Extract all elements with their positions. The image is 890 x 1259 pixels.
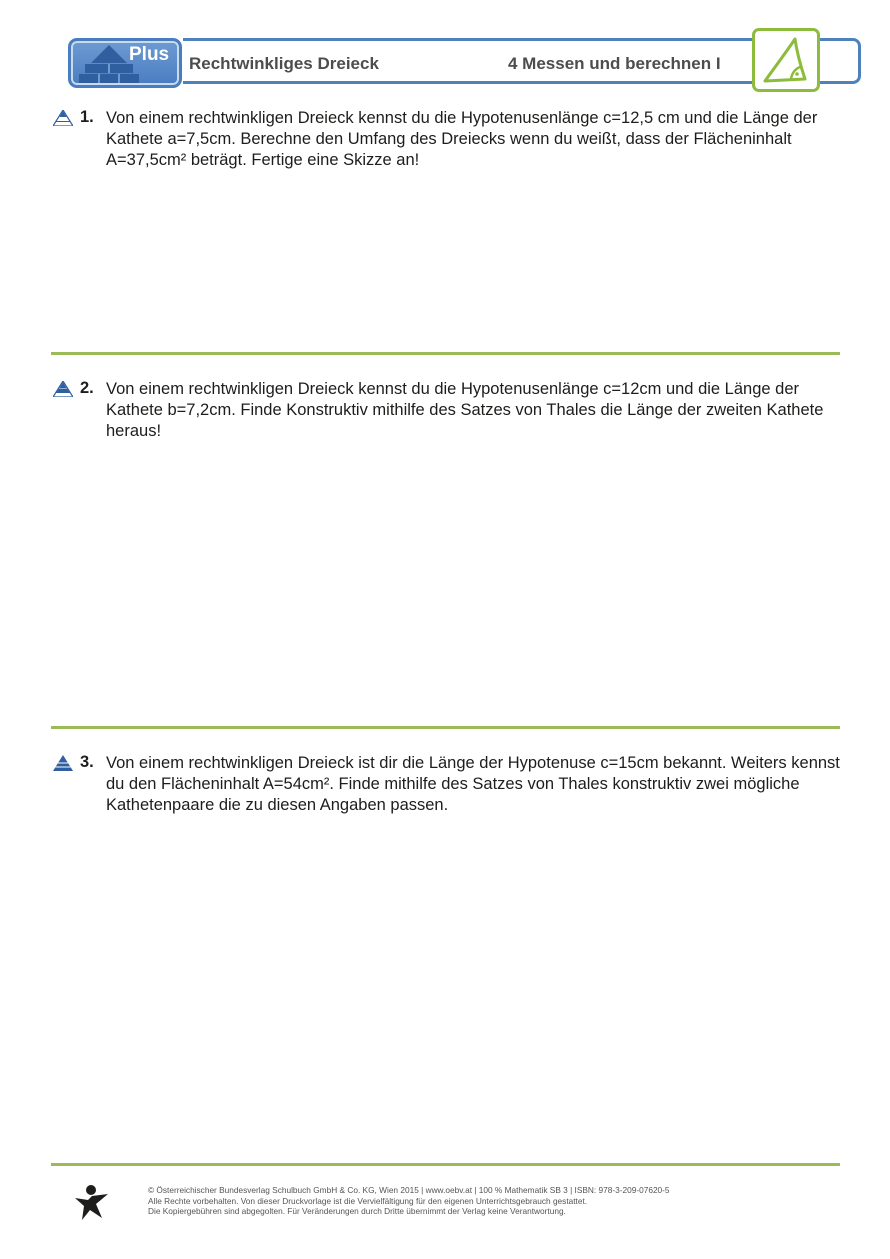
task-text: Von einem rechtwinkligen Dreieck ist dir die Länge der Hypotenuse c=15cm bekannt. Weiters kennst du den Flächeninhalt A=54cm². Finde mithilfe des Satzes von Thales konstruktiv zwei mögliche Kathetenpaare die zu diesen Angaben passen. [106, 754, 840, 814]
measure-triangle-icon [752, 28, 820, 92]
divider [51, 1163, 840, 1166]
divider [51, 726, 840, 729]
plus-label: Plus [129, 44, 170, 65]
pyramid-level-3-icon [53, 755, 73, 771]
publisher-logo-icon [72, 1184, 112, 1222]
divider [51, 352, 840, 355]
rights-line: Alle Rechte vorbehalten. Von dieser Druckvorlage ist die Vervielfältigung für den eigenen Unterrichtsgebrauch gestattet. [148, 1195, 588, 1206]
copyright-notice [148, 1185, 670, 1217]
liability-line: Die Kopiergebühren sind abgegolten. Für Veränderungen durch Dritte übernimmt der Verlag keine Verantwortung. [148, 1206, 566, 1216]
copyright-line: © Österreichischer Bundesverlag Schulbuch GmbH & Co. KG, Wien 2015 | www.oebv.at | 100 % Mathematik SB 3 | ISBN: 978-3-209-07620-5 [148, 1185, 670, 1195]
plus-badge [68, 38, 182, 88]
task-number: 1. [80, 108, 94, 126]
task-text: Von einem rechtwinkligen Dreieck kennst du die Hypotenusenlänge c=12cm und die Länge der Kathete b=7,2cm. Finde Konstruktiv mithilfe des Satzes von Thales die Länge der zweiten Kathete heraus! [106, 380, 824, 440]
task-number: 3. [80, 753, 94, 771]
page-title: Rechtwinkliges Dreieck [189, 54, 379, 73]
chapter-title: 4 Messen und berechnen I [508, 54, 721, 73]
pyramid-level-1-icon [53, 110, 73, 126]
pyramid-level-2-icon [53, 381, 73, 397]
page-header [68, 38, 861, 82]
task-text: Von einem rechtwinkligen Dreieck kennst du die Hypotenusenlänge c=12,5 cm und die Länge der Kathete a=7,5cm. Berechne den Umfang des Dreiecks wenn du weißt, dass der Flächeninhalt A=37,5cm² beträgt. Fertige eine Skizze an! [106, 109, 818, 169]
task-number: 2. [80, 379, 94, 397]
